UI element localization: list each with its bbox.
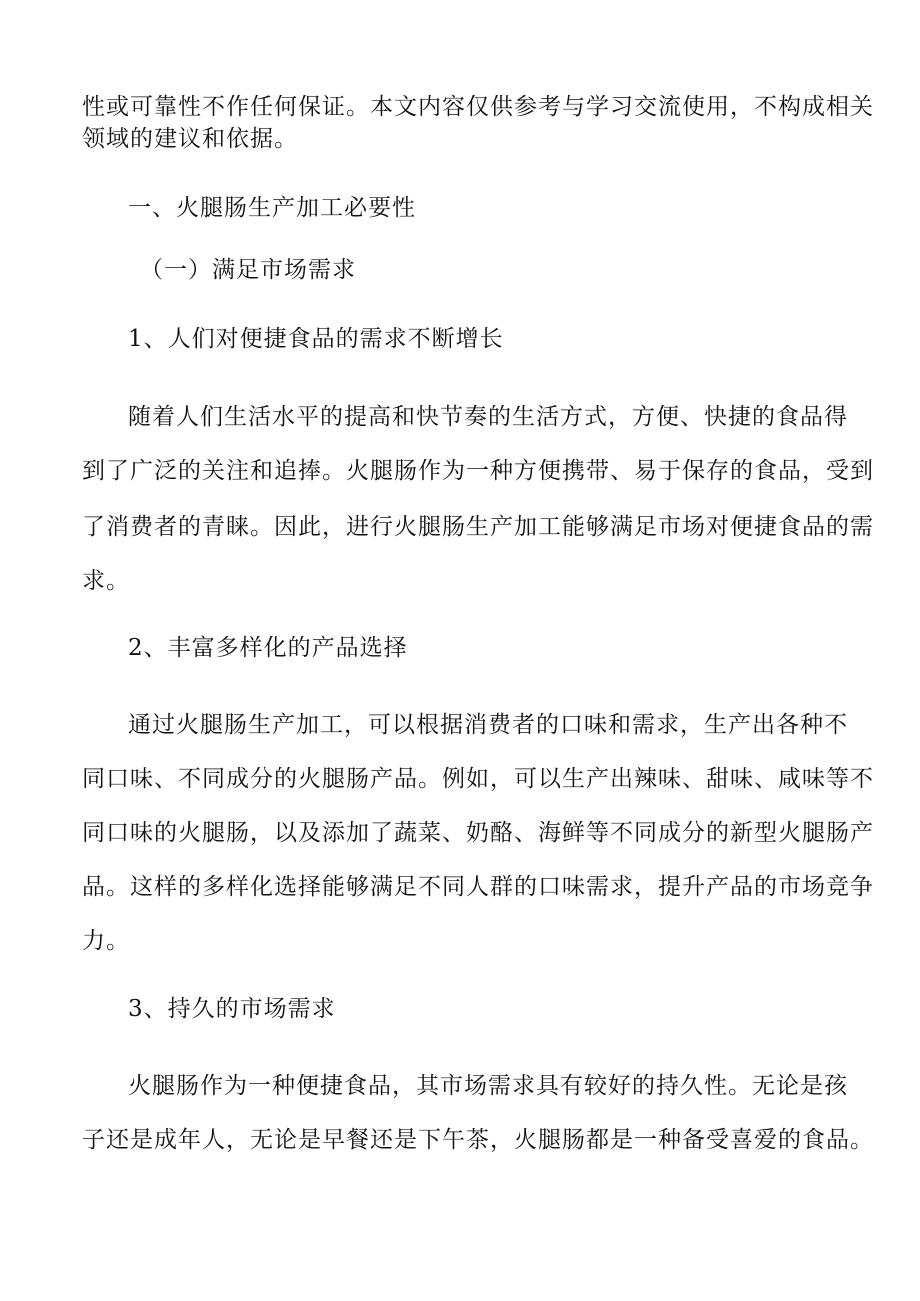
item-2-paragraph-line-4: 品。这样的多样化选择能够满足不同人群的口味需求，提升产品的市场竞争 bbox=[82, 874, 874, 900]
item-3-paragraph-line-2: 子还是成年人，无论是早餐还是下午茶，火腿肠都是一种备受喜爱的食品。 bbox=[82, 1127, 874, 1153]
subsection-heading: （一）满足市场需求 bbox=[140, 257, 356, 283]
item-1-paragraph-line-4: 求。 bbox=[82, 568, 130, 594]
item-3-paragraph-line-1: 火腿肠作为一种便捷食品，其市场需求具有较好的持久性。无论是孩 bbox=[128, 1073, 848, 1099]
item-1-paragraph-line-2: 到了广泛的关注和追捧。火腿肠作为一种方便携带、易于保存的食品，受到 bbox=[82, 458, 874, 484]
section-heading: 一、火腿肠生产加工必要性 bbox=[128, 195, 416, 221]
item-1-heading: 1、人们对便捷食品的需求不断增长 bbox=[128, 326, 504, 352]
item-3-heading: 3、持久的市场需求 bbox=[128, 996, 336, 1022]
intro-line-1: 性或可靠性不作任何保证。本文内容仅供参考与学习交流使用，不构成相关 bbox=[82, 94, 874, 120]
intro-line-2: 领域的建议和依据。 bbox=[82, 126, 298, 152]
item-2-paragraph-line-5: 力。 bbox=[82, 928, 130, 954]
item-1-paragraph-line-1: 随着人们生活水平的提高和快节奏的生活方式，方便、快捷的食品得 bbox=[128, 404, 848, 430]
item-1-paragraph-line-3: 了消费者的青睐。因此，进行火腿肠生产加工能够满足市场对便捷食品的需 bbox=[82, 514, 874, 540]
item-2-heading: 2、丰富多样化的产品选择 bbox=[128, 635, 408, 661]
item-2-paragraph-line-2: 同口味、不同成分的火腿肠产品。例如，可以生产出辣味、甜味、咸味等不 bbox=[82, 766, 874, 792]
item-2-paragraph-line-3: 同口味的火腿肠，以及添加了蔬菜、奶酪、海鲜等不同成分的新型火腿肠产 bbox=[82, 820, 874, 846]
item-2-paragraph-line-1: 通过火腿肠生产加工，可以根据消费者的口味和需求，生产出各种不 bbox=[128, 712, 848, 738]
